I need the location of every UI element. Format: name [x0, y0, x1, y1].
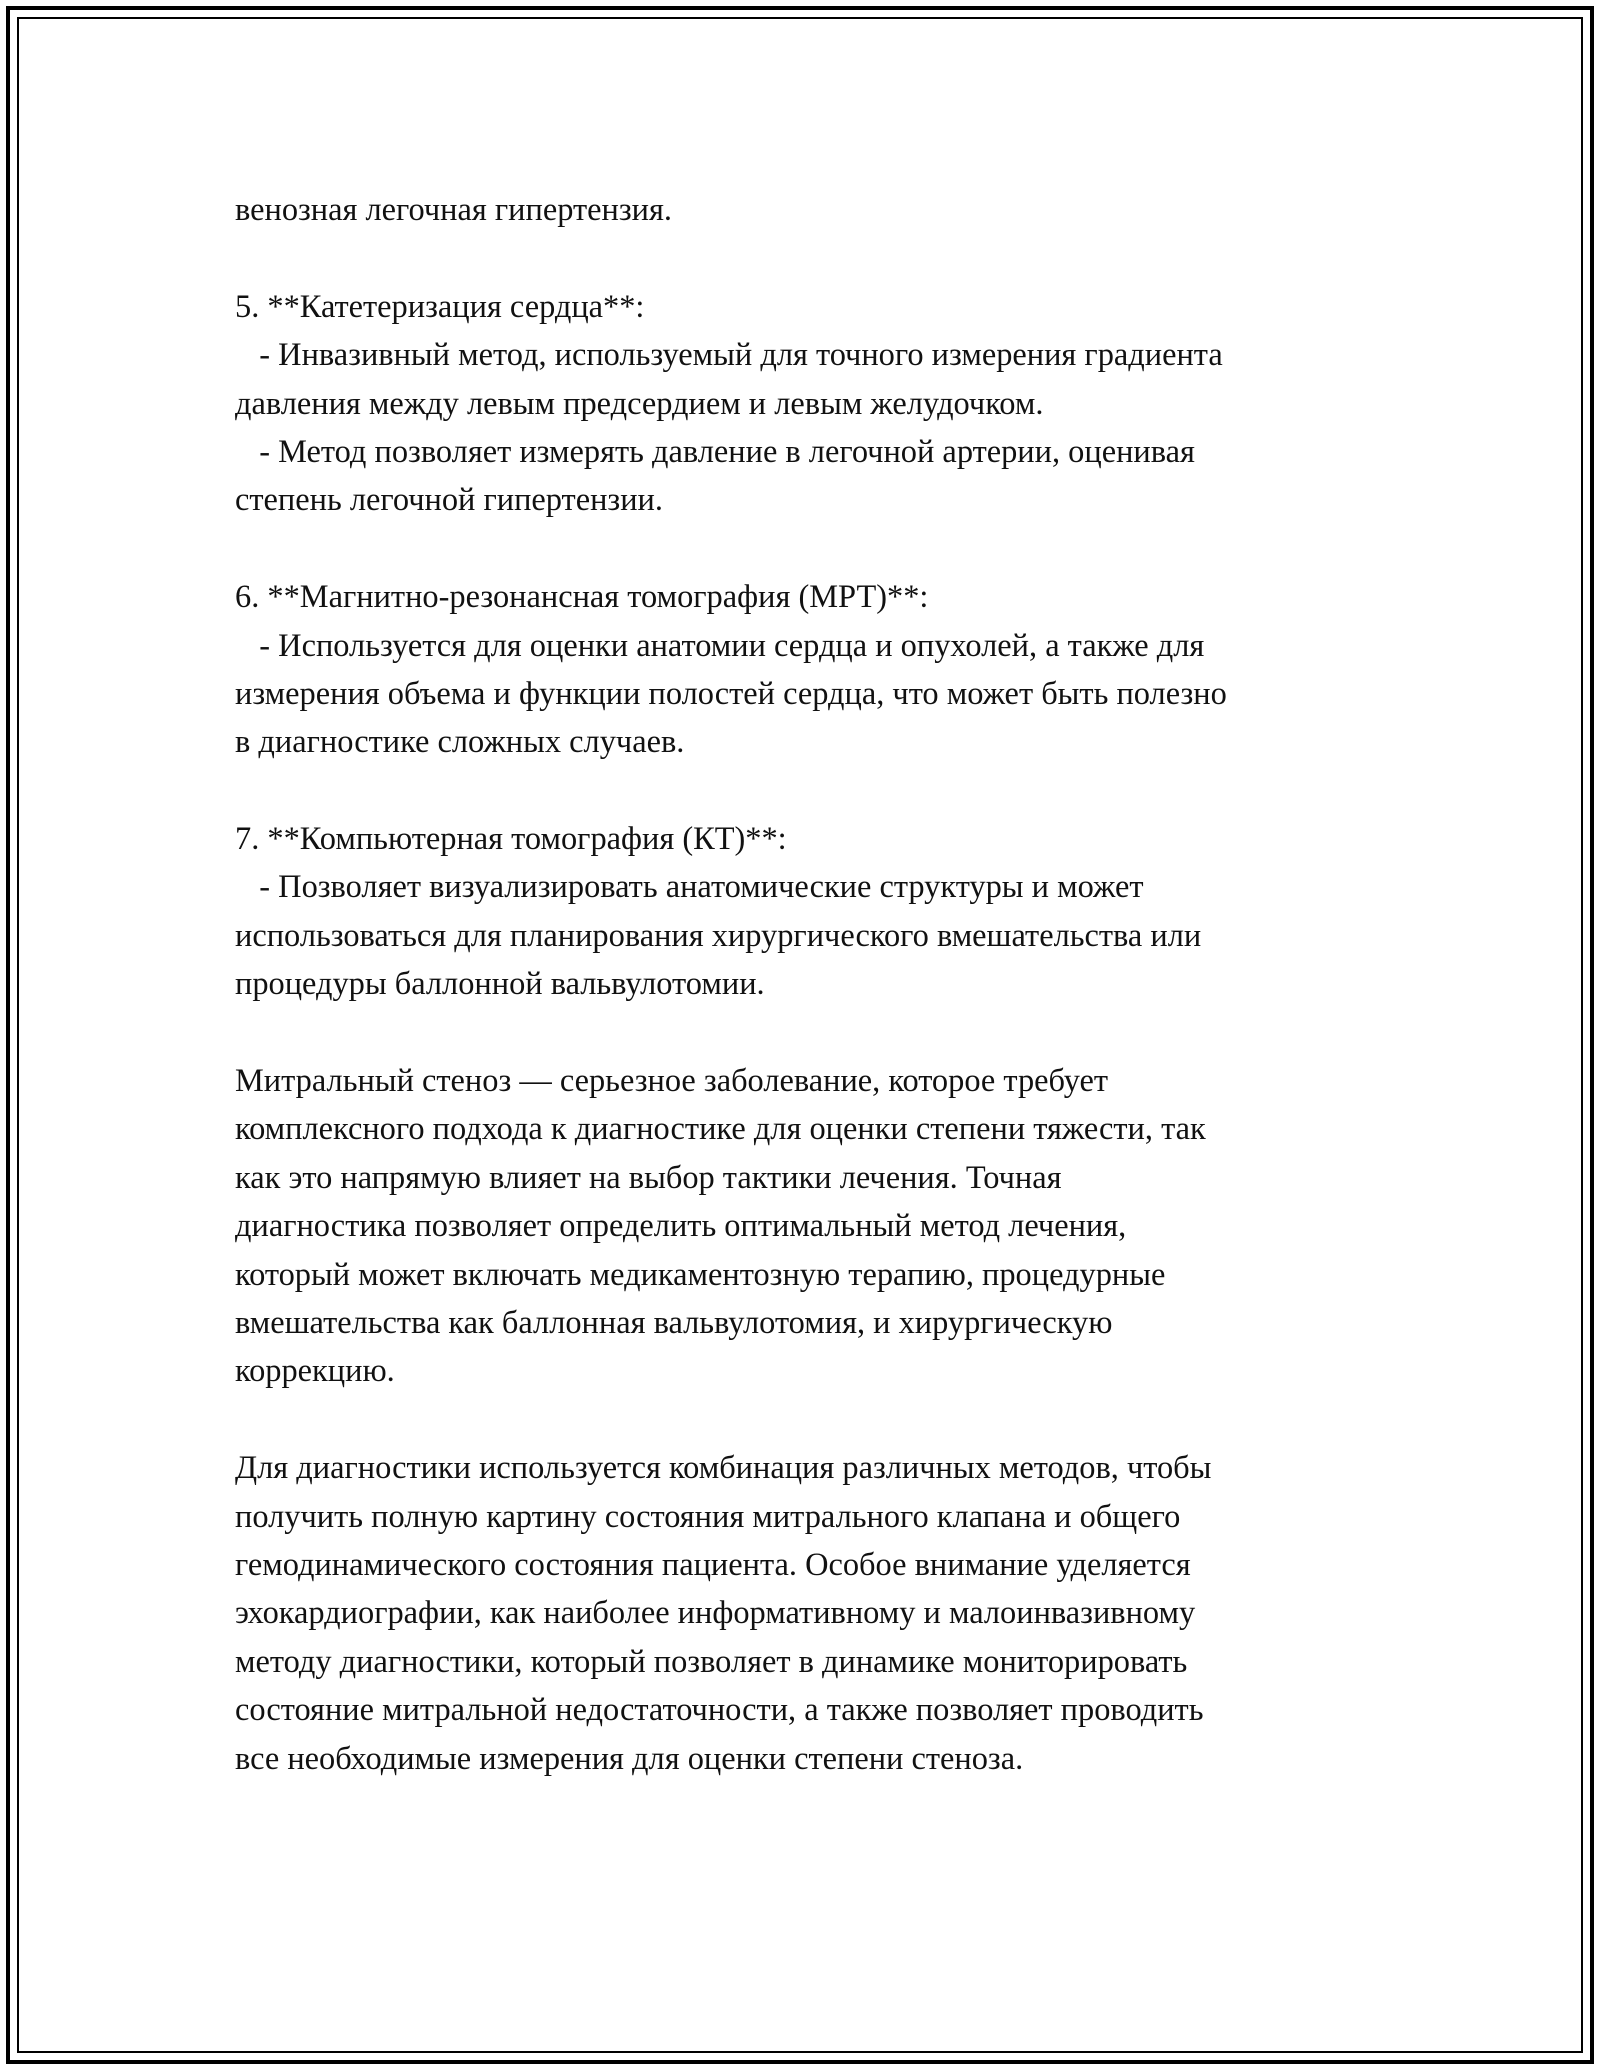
text-line: вмешательства как баллонная вальвулотомия, и хирургическую [235, 1304, 1113, 1341]
text-line: давления между левым предсердием и левым желудочком. [235, 385, 1044, 422]
blank-line [235, 1009, 1385, 1057]
text-line: Митральный стеноз — серьезное заболевание, которое требует [235, 1063, 1109, 1100]
text-line: - Используется для оценки анатомии сердца и опухолей, а также для [235, 627, 1205, 664]
text-line: 7. **Компьютерная томография (КТ)**: [235, 821, 787, 858]
text-line: диагностика позволяет определить оптимальный метод лечения, [235, 1208, 1127, 1245]
text-line: Для диагностики используется комбинация различных методов, чтобы [235, 1450, 1212, 1487]
text-line: - Позволяет визуализировать анатомические структуры и может [235, 869, 1144, 906]
paragraph [235, 1057, 1385, 1396]
blank-line [235, 525, 1385, 573]
blank-line [235, 234, 1385, 282]
blank-line [235, 767, 1385, 815]
text-line: как это напрямую влияет на выбор тактики лечения. Точная [235, 1159, 1062, 1196]
blank-line [235, 1396, 1385, 1444]
text-line: использоваться для планирования хирургического вмешательства или [235, 917, 1202, 954]
text-line: 6. **Магнитно-резонансная томография (МРТ)**: [235, 579, 929, 616]
text-line: гемодинамического состояния пациента. Особое внимание уделяется [235, 1546, 1191, 1583]
text-line: - Инвазивный метод, используемый для точного измерения градиента [235, 337, 1223, 374]
text-line: степень легочной гипертензии. [235, 482, 663, 519]
text-line: состояние митральной недостаточности, а также позволяет проводить [235, 1692, 1204, 1729]
paragraph [235, 1444, 1385, 1783]
list-item [235, 815, 1385, 1009]
document-body [235, 186, 1385, 1783]
list-item [235, 573, 1385, 767]
text-line: в диагностике сложных случаев. [235, 724, 685, 761]
paragraph [235, 186, 1385, 234]
text-line: - Метод позволяет измерять давление в легочной артерии, оценивая [235, 433, 1195, 470]
text-line: венозная легочная гипертензия. [235, 192, 672, 228]
text-line: комплексного подхода к диагностике для оценки степени тяжести, так [235, 1111, 1206, 1148]
list-item [235, 283, 1385, 525]
text-line: коррекцию. [235, 1353, 395, 1390]
text-line: который может включать медикаментозную терапию, процедурные [235, 1256, 1166, 1293]
text-line: 5. **Катетеризация сердца**: [235, 288, 645, 325]
text-line: методу диагностики, который позволяет в динамике мониторировать [235, 1643, 1188, 1680]
text-line: получить полную картину состояния митрального клапана и общего [235, 1498, 1181, 1535]
text-line: все необходимые измерения для оценки степени стеноза. [235, 1740, 1024, 1777]
text-line: процедуры баллонной вальвулотомии. [235, 966, 765, 1003]
text-line: эхокардиографии, как наиболее информативному и малоинвазивному [235, 1595, 1196, 1632]
text-line: измерения объема и функции полостей сердца, что может быть полезно [235, 675, 1227, 712]
